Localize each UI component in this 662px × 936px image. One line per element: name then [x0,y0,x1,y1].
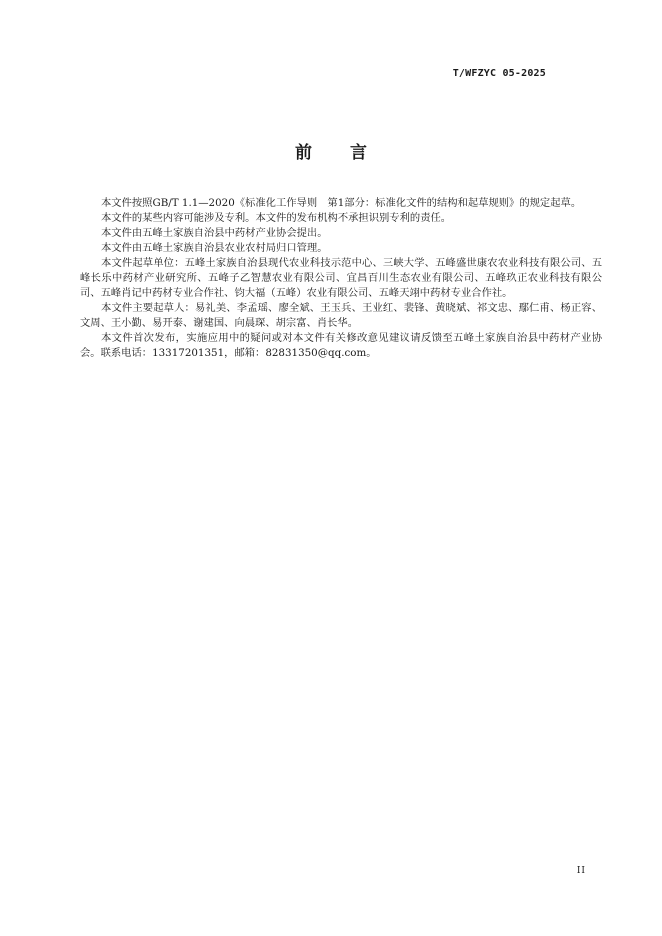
paragraph-patent-notice: 本文件的某些内容可能涉及专利。本文件的发布机构不承担识别专利的责任。 [101,212,452,224]
paragraph-drafting-units: 本文件起草单位：五峰土家族自治县现代农业科技示范中心、三峡大学、五峰盛世康农农业科技有限公司、五峰长乐中药材产业研究所、五峰子乙智慧农业有限公司、宜昌百川生态农业有限公司、五峰玖正农业科技有限公司、五峰肖记中药材专业合作社、钧大福（五峰）农业有限公司、五峰天翊中药材专业合作社。 [80,257,602,299]
page-number: II [576,866,586,876]
document-body [80,196,602,361]
paragraph-administration: 本文件由五峰土家族自治县农业农村局归口管理。 [101,242,328,254]
paragraph-feedback-contact: 本文件首次发布，实施应用中的疑问或对本文件有关修改意见建议请反馈至五峰土家族自治县中药材产业协会。联系电话：13317201351，邮箱：82831350@qq.com。 [80,332,602,359]
paragraph-drafting-rules: 本文件按照GB/T 1.1—2020《标准化工作导则 第1部分：标准化文件的结构和起草规则》的规定起草。 [101,197,582,209]
page-title: 前言 [295,143,405,163]
document-code: T/WFZYC 05-2025 [452,68,546,79]
paragraph-drafters: 本文件主要起草人：易礼美、李孟瑶、廖全斌、王玉兵、王业红、裴锋、黄晓斌、祁文忠、鄢仁甫、杨正容、文周、王小勤、易开泰、谢建国、向晨琛、胡宗富、肖长华。 [80,302,602,329]
paragraph-proposer: 本文件由五峰土家族自治县中药材产业协会提出。 [101,227,328,239]
